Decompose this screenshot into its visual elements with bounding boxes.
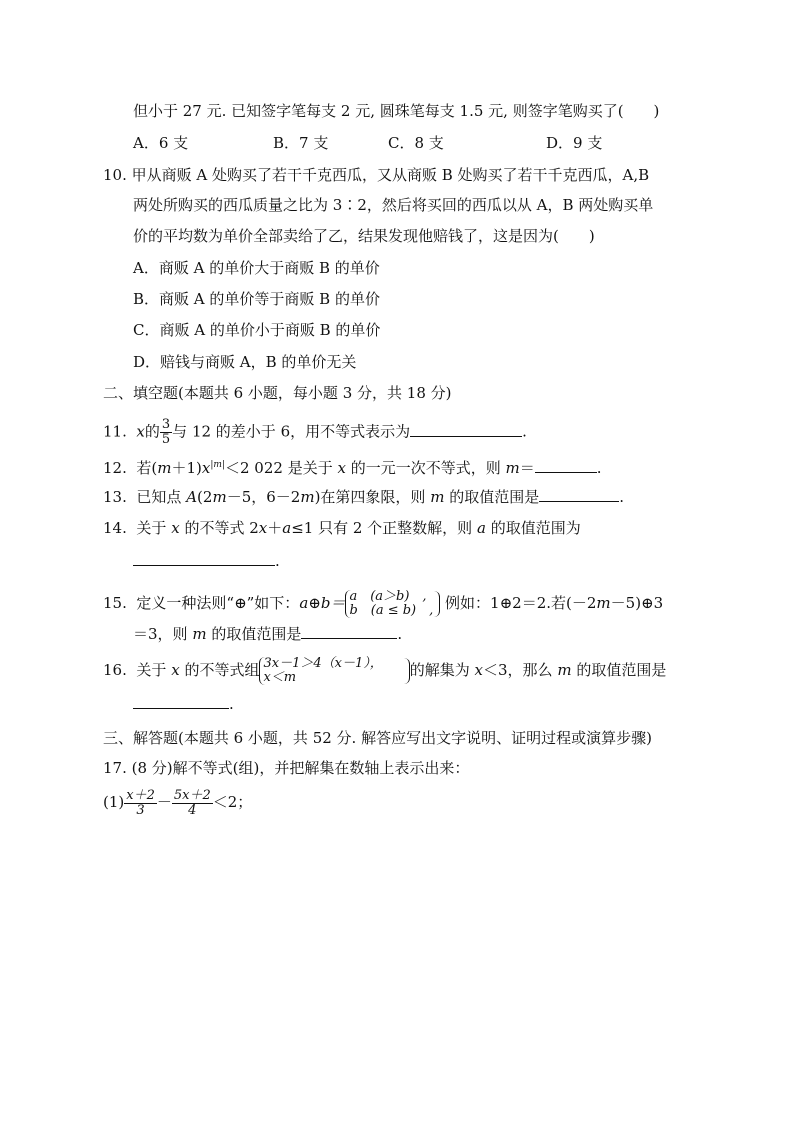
q16-end: . [229,695,234,713]
q11-var-x: x [136,422,145,441]
q11-number: 11. [103,422,127,441]
q10-option-c: C．商贩 A 的单价小于商贩 B 的单价 [133,321,381,339]
q12-text-d: 的一元一次不等式，则 [350,459,501,477]
q15-text-b: 例如：1⊕2＝2.若(－2 [445,594,597,612]
question-12 [103,455,602,478]
q13-text-d: )在第四象限，则 [314,488,426,506]
q16-number: 16. [103,661,127,679]
q11-frac-num: 3 [161,417,171,432]
q16-answer-line [133,693,234,714]
q16-text-b: 的不等式组 [184,661,260,679]
q15-case-2: b (a ≤ b) , [349,603,434,618]
question-14 [103,518,581,538]
q12-var-x: x [201,459,211,477]
q12-number: 12. [103,459,127,477]
q17-part-label: (1) [103,793,125,811]
section-2-title: 二、填空题(本题共 6 小题，每小题 3 分，共 18 分) [103,384,452,402]
q14-var-a: a [282,519,292,537]
q14-answer-line [133,550,280,571]
q15-case-1: a (a＞b) , [349,589,427,604]
q9-option-d: D．9 支 [546,134,603,152]
q16-var-x: x [171,661,180,679]
q13-var-m3: m [430,488,445,506]
q13-answer-blank[interactable] [539,486,619,502]
q9-option-b: B．7 支 [273,134,329,152]
q17-fraction-1 [124,789,157,818]
q12-exponent: |m| [210,460,225,470]
q13-var-m: m [212,488,227,506]
q9-continuation: 但小于 27 元. 已知签字笔每支 2 元, 圆珠笔每支 1.5 元, 则签字笔购买了( ) [133,102,660,120]
q14-var-x: x [171,519,180,537]
q12-answer-blank[interactable] [535,457,597,473]
question-13 [103,486,624,507]
q16-inequality-1: 3x－1＞4（x－1）， [263,656,383,671]
q10-option-a: A．商贩 A 的单价大于商贩 B 的单价 [133,259,380,277]
q12-text-a: 若( [136,459,158,477]
q16-var-x2: x [474,661,483,679]
q14-text-e: 的取值范围为 [490,519,581,537]
q15-answer-blank[interactable] [301,623,397,639]
q11-answer-blank[interactable] [410,421,522,437]
q10-option-d: D．赔钱与商贩 A，B 的单价无关 [133,353,357,371]
q12-text-e: ＝ [519,459,535,477]
q15-text-e: 的取值范围是 [211,625,302,643]
q9-option-a: A．6 支 [133,134,189,152]
q17-frac1-den: 3 [136,802,145,818]
q11-de: 的 [144,422,160,441]
q11-fraction [160,418,172,447]
question-16 [103,655,666,685]
q16-text-e: 的取值范围是 [576,661,667,679]
q10-line-2: 两处所购买的西瓜质量之比为 3∶2，然后将买回的西瓜以从 A，B 两处购买单 [133,196,654,214]
q17-frac2-den: 4 [188,802,197,818]
q16-inequality-2: x＜m [263,670,297,685]
q11-frac-den: 5 [161,432,171,447]
q13-end: . [619,488,625,506]
q14-text-a: 关于 [136,519,167,537]
section-3-title: 三、解答题(本题共 6 小题，共 52 分. 解答应写出文字说明、证明过程或演算步骤) [103,729,652,747]
q15-brace-right [433,591,440,617]
q10-option-b: B．商贩 A 的单价等于商贩 B 的单价 [133,290,380,308]
q13-point-a: A [186,488,198,506]
q9-option-c: C．8 支 [388,134,444,152]
q16-brace-right [403,658,410,684]
q12-text-c: ＜2 022 是关于 [224,459,333,477]
q17-part-1 [103,782,252,822]
q15-end: . [397,625,403,643]
q10-line-3: 价的平均数为单价全部卖给了乙，结果发现他赔钱了，这是因为( ) [133,227,595,245]
q12-end: . [596,459,602,477]
q16-var-m: m [557,661,572,679]
q15-text-c: －5)⊕3 [610,594,664,612]
q13-text-a: 已知点 [136,488,182,506]
q12-var-x2: x [337,459,346,477]
q14-text-d: ≤1 只有 2 个正整数解，则 [291,519,473,537]
q17-frac1-num: x＋2 [126,787,155,803]
q16-text-c: 的解集为 [409,661,470,679]
q16-text-d: ＜3，那么 [482,661,553,679]
q15-line-2 [133,623,402,644]
q17-minus: － [156,793,172,811]
q15-text-d: ＝3，则 [133,625,188,643]
q15-var-m2: m [192,625,207,643]
q15-text-a: 定义一种法则“⊕”如下： [136,594,300,612]
q13-number: 13. [103,488,127,506]
q14-var-a2: a [476,519,486,537]
q17-tail: ＜2； [212,793,253,811]
q14-text-c: ＋ [267,519,283,537]
q16-system [259,657,382,685]
q15-expression: a⊕b＝ [299,594,346,612]
q13-text-e: 的取值范围是 [449,488,540,506]
q12-text-b: ＋1) [171,459,202,477]
q14-answer-blank[interactable] [133,550,275,566]
q14-var-x2: x [258,519,268,537]
q10-line-1: 10. 甲从商贩 A 处购买了若干千克西瓜，又从商贩 B 处购买了若干千克西瓜，A,B [103,166,650,184]
question-15 [103,588,663,618]
q13-text-b: (2 [197,488,213,506]
q15-piecewise [345,590,433,618]
q16-text-a: 关于 [136,661,167,679]
q12-var-m: m [157,459,172,477]
q11-end: . [522,422,527,441]
question-11 [103,418,527,447]
q17-line-1: 17. (8 分)解不等式(组)，并把解集在数轴上表示出来： [103,759,470,777]
q17-fraction-2 [172,789,213,818]
q15-number: 15. [103,594,127,612]
q11-text: 与 12 的差小于 6，用不等式表示为 [172,422,411,441]
q17-frac2-num: 5x＋2 [173,787,211,803]
q13-var-m2: m [300,488,315,506]
q15-var-m: m [596,594,611,612]
q16-answer-blank[interactable] [133,693,229,709]
q14-text-b: 的不等式 2 [184,519,259,537]
q14-end: . [275,552,280,570]
q13-text-c: －5，6－2 [226,488,301,506]
q14-number: 14. [103,519,127,537]
q12-var-m2: m [505,459,520,477]
